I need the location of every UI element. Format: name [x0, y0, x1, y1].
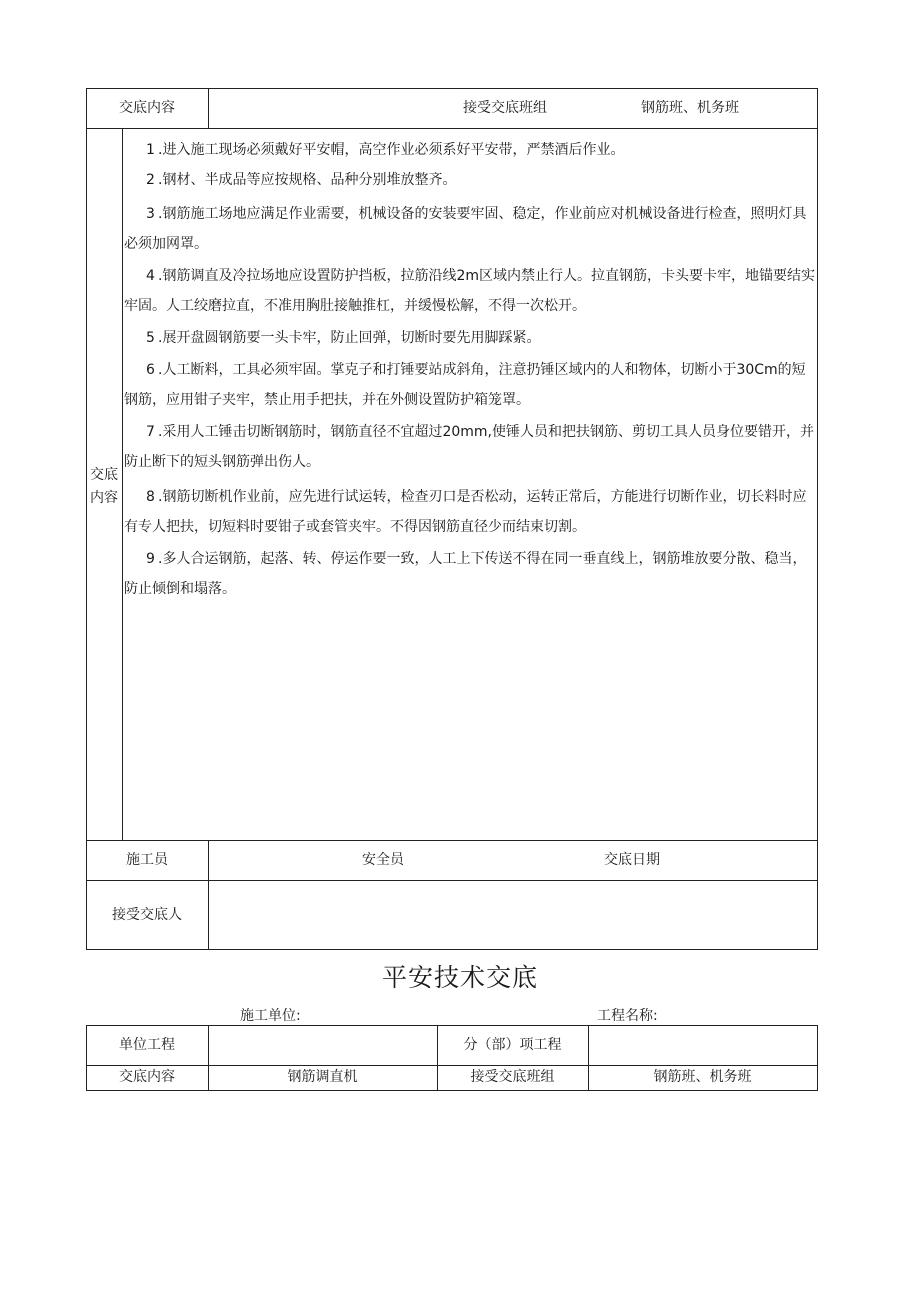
- date-label: 交底日期: [604, 852, 660, 868]
- list-item: [124, 544, 816, 604]
- item-text: .钢材、半成品等应按规格、品种分别堆放整齐。: [158, 172, 457, 188]
- list-item: [124, 261, 816, 321]
- list-item: [124, 355, 816, 415]
- side-label-line1: 交底: [90, 467, 118, 483]
- receive-team-label: 接受交底班组: [463, 100, 547, 116]
- item-text: .采用人工锤击切断钢筋时，钢筋直径不宜超过20mm,使锤人员和把扶钢筋、剪切工具人员身位要错开，并防止断下的短头钢筋弹出伤人。: [124, 424, 814, 470]
- list-item: [124, 323, 816, 353]
- item-number: 7: [146, 424, 155, 440]
- receiver-label: 接受交底人: [112, 907, 182, 923]
- content-label: 交底内容: [119, 100, 175, 116]
- border-header-bottom: [86, 128, 818, 129]
- item-text: .人工断料，工具必须牢固。掌克子和打锤要站成斜角，注意扔锤区域内的人和物体，切断小于30Cm的短钢筋，应用钳子夹牢，禁止用手把扶，并在外侧设置防护箱笼罩。: [124, 362, 806, 408]
- item-number: 4: [146, 268, 155, 284]
- list-item: [124, 417, 816, 477]
- border-bottom: [86, 1090, 818, 1091]
- side-label-line2: 内容: [90, 490, 118, 506]
- list-item: [124, 482, 816, 542]
- builder-label: 施工员: [126, 852, 168, 868]
- safety-officer-label: 安全员: [362, 852, 404, 868]
- unit-project-label: 单位工程: [119, 1037, 175, 1053]
- project-name-label: 工程名称:: [597, 1008, 658, 1024]
- receive-team-value-2: 钢筋班、机务班: [653, 1069, 752, 1085]
- list-item: [124, 165, 816, 195]
- border-top: [86, 88, 818, 89]
- border-header-divider: [208, 88, 209, 129]
- receive-team-label-2: 接受交底班组: [470, 1069, 555, 1085]
- border-top: [86, 1025, 818, 1026]
- content-label-2: 交底内容: [119, 1069, 175, 1085]
- border-row: [86, 1065, 818, 1066]
- list-item: [124, 199, 816, 259]
- item-text: .钢筋切断机作业前，应先进行试运转，检查刃口是否松动，运转正常后，方能进行切断作业，切长料时应有专人把扶，切短料时要钳子或套管夹牢。不得因钢筋直径少而结束切割。: [124, 489, 807, 535]
- item-number: 5: [146, 330, 155, 346]
- receive-team-value: 钢筋班、机务班: [641, 100, 739, 116]
- item-number: 9: [146, 551, 155, 567]
- item-text: .钢筋施工场地应满足作业需要，机械设备的安装要牢固、稳定，作业前应对机械设备进行检查，照明灯具必须加网罩。: [124, 206, 807, 252]
- item-number: 6: [146, 362, 155, 378]
- item-number: 3: [146, 206, 155, 222]
- item-text: .钢筋调直及冷拉场地应设置防护挡板，拉筋沿线2m区域内禁止行人。拉直钢筋，卡头要卡牢，地锚要结实牢固。人工绞磨拉直，不准用胸肚接触推杠，并缓慢松解，不得一次松开。: [124, 268, 815, 314]
- border-sign-row: [86, 880, 818, 881]
- content-value-2: 钢筋调直机: [287, 1069, 358, 1085]
- item-number: 8: [146, 489, 155, 505]
- item-text: .展开盘圆钢筋要一头卡牢，防止回弹，切断时要先用脚踩紧。: [158, 330, 541, 346]
- item-text: .多人合运钢筋，起落、转、停运作要一致，人工上下传送不得在同一垂直线上，钢筋堆放要分散、稳当，防止倾倒和塌落。: [124, 551, 807, 597]
- list-item: [124, 135, 816, 165]
- item-number: 2: [146, 172, 155, 188]
- border-content-bottom: [86, 840, 818, 841]
- border-footer-divider: [208, 840, 209, 950]
- page-title: 平安技术交底: [381, 963, 538, 992]
- sub-project-label: 分（部）项工程: [463, 1037, 562, 1053]
- item-number: 1: [146, 142, 155, 158]
- item-text: .进入施工现场必须戴好平安帽，高空作业必须系好平安带，严禁酒后作业。: [158, 142, 625, 158]
- construction-unit-label: 施工单位:: [240, 1008, 301, 1024]
- border-bottom: [86, 949, 818, 950]
- border-right: [817, 88, 818, 950]
- border-left: [86, 88, 87, 950]
- border-side-divider: [122, 128, 123, 841]
- border-right: [817, 1025, 818, 1091]
